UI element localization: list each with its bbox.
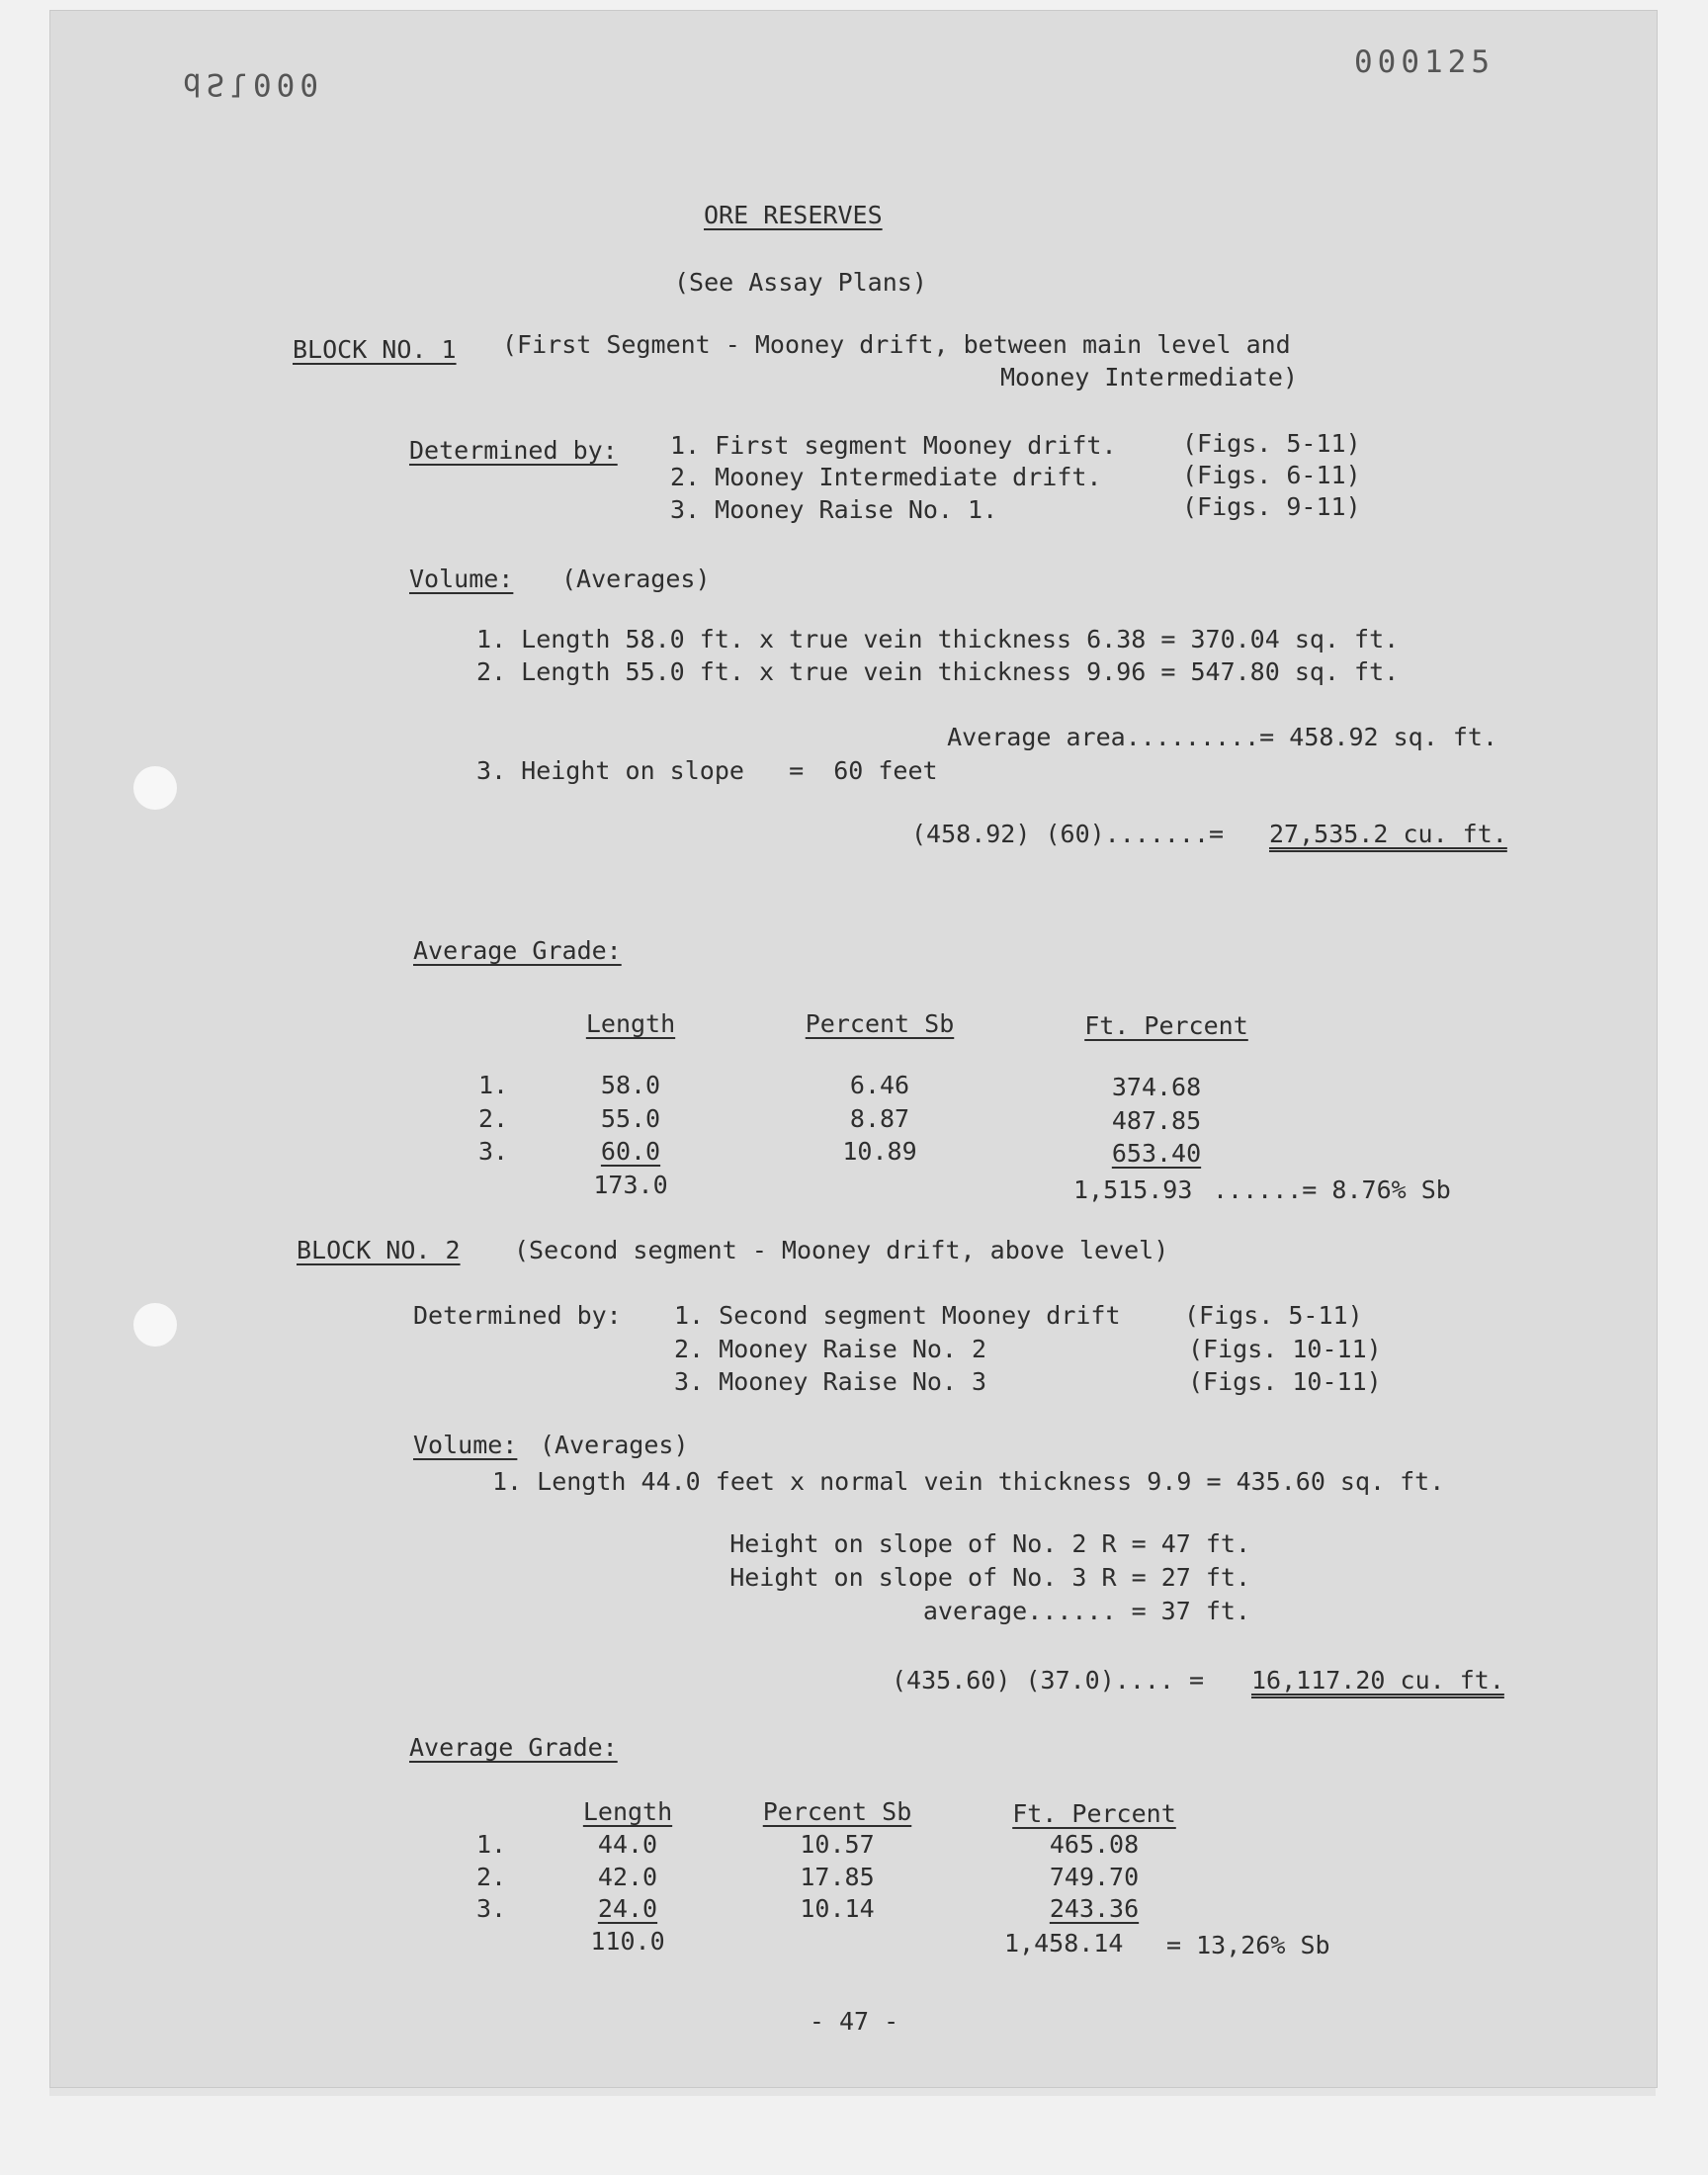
block1-row-index: 2. (478, 1104, 509, 1133)
block1-desc-line2: Mooney Intermediate) (1000, 363, 1299, 392)
block2-volume-calc: (435.60) (37.0).... = (892, 1666, 1205, 1695)
block1-total-ftpercent: 1,515.93 (1073, 1175, 1193, 1204)
block2-grade-label: Average Grade: (409, 1733, 618, 1762)
block1-average-area: Average area.........= 458.92 sq. ft. (947, 723, 1497, 751)
block2-height-average: average...... = 37 ft. (922, 1597, 1250, 1625)
block2-row-ftpercent: 243.36 (1049, 1894, 1140, 1923)
block1-determined-figs-2: (Figs. 6-11) (1182, 461, 1361, 489)
block2-row-length: 44.0 (597, 1830, 658, 1859)
block2-determined-figs-2: (Figs. 10-11) (1188, 1335, 1382, 1363)
block2-desc: (Second segment - Mooney drift, above level) (514, 1236, 1169, 1264)
block1-row-index: 1. (478, 1071, 509, 1099)
block1-determined-item-1: 1. First segment Mooney drift. (670, 431, 1117, 460)
block2-row-percent: 17.85 (800, 1863, 875, 1891)
block2-table-header-ftpercent: Ft. Percent (1012, 1799, 1176, 1828)
punch-hole-bottom (133, 1303, 177, 1347)
block1-determined-figs-1: (Figs. 5-11) (1182, 429, 1361, 458)
page-stamp-number: 000125 (1354, 44, 1494, 80)
block2-determined-figs-1: (Figs. 5-11) (1184, 1301, 1363, 1330)
block1-volume-line-2: 2. Length 55.0 ft. x true vein thickness 9.96 = 547.80 sq. ft. (476, 657, 1400, 686)
block2-row-ftpercent: 749.70 (1049, 1863, 1140, 1891)
block1-volume-label: Volume: (409, 565, 514, 593)
block1-row-percent: 6.46 (849, 1071, 910, 1099)
block1-volume-calc: (458.92) (60).......= (911, 820, 1225, 848)
block1-desc-line1: (First Segment - Mooney drift, between main level and (502, 330, 1291, 359)
block1-determined-figs-3: (Figs. 9-11) (1182, 492, 1361, 521)
block1-row-index: 3. (478, 1137, 509, 1166)
block2-row-index: 3. (476, 1894, 507, 1923)
block1-row-percent: 10.89 (842, 1137, 917, 1166)
page-subtitle: (See Assay Plans) (674, 268, 927, 297)
block1-table-header-length: Length (585, 1009, 676, 1038)
block2-table-header-percent: Percent Sb (762, 1797, 912, 1826)
page-footer-number: - 47 - (809, 2007, 899, 2036)
block1-height: 3. Height on slope = 60 feet (476, 756, 938, 785)
block2-row-percent: 10.57 (800, 1830, 875, 1859)
block2-height-line-1: Height on slope of No. 2 R = 47 ft. (729, 1529, 1250, 1558)
document-page (49, 10, 1658, 2088)
block2-volume-line: 1. Length 44.0 feet x normal vein thickness 9.9 = 435.60 sq. ft. (492, 1467, 1445, 1496)
block2-grade-result: = 13,26% Sb (1166, 1931, 1330, 1959)
block1-row-length: 60.0 (600, 1137, 661, 1166)
block2-label: BLOCK NO. 2 (297, 1236, 461, 1264)
block1-determined-item-2: 2. Mooney Intermediate drift. (670, 463, 1102, 491)
block2-row-length: 42.0 (597, 1863, 658, 1891)
block2-row-ftpercent: 465.08 (1049, 1830, 1140, 1859)
block1-table-header-ftpercent: Ft. Percent (1084, 1011, 1248, 1040)
block1-determined-item-3: 3. Mooney Raise No. 1. (670, 495, 998, 524)
page-shadow (49, 2088, 1656, 2096)
block1-volume-note: (Averages) (561, 565, 711, 593)
block2-table-header-length: Length (582, 1797, 673, 1826)
block1-determined-label: Determined by: (409, 436, 618, 465)
block2-determined-item-3: 3. Mooney Raise No. 3 (674, 1367, 987, 1396)
mirrored-page-stamp: dSl000 (183, 66, 323, 102)
block1-volume-line-1: 1. Length 58.0 ft. x true vein thickness 6.38 = 370.04 sq. ft. (476, 625, 1400, 653)
block2-volume-note: (Averages) (540, 1431, 689, 1459)
block2-height-line-2: Height on slope of No. 3 R = 27 ft. (729, 1563, 1250, 1592)
block2-determined-figs-3: (Figs. 10-11) (1188, 1367, 1382, 1396)
block2-determined-label: Determined by: (413, 1301, 622, 1330)
punch-hole-top (133, 766, 177, 810)
page-title: ORE RESERVES (704, 201, 883, 229)
block1-row-length: 58.0 (600, 1071, 661, 1099)
block2-volume-result: 16,117.20 cu. ft. (1251, 1666, 1504, 1695)
block1-row-ftpercent: 374.68 (1111, 1073, 1202, 1101)
block2-row-percent: 10.14 (800, 1894, 875, 1923)
block2-total-ftpercent: 1,458.14 (1004, 1929, 1124, 1958)
block1-row-ftpercent: 487.85 (1111, 1106, 1202, 1135)
block2-row-length: 24.0 (597, 1894, 658, 1923)
block1-total-length: 173.0 (593, 1171, 668, 1199)
block1-volume-result: 27,535.2 cu. ft. (1269, 820, 1507, 848)
block1-row-percent: 8.87 (849, 1104, 910, 1133)
block1-table-header-percent: Percent Sb (805, 1009, 955, 1038)
block2-row-index: 2. (476, 1863, 507, 1891)
block2-total-length: 110.0 (590, 1927, 665, 1956)
block2-determined-item-2: 2. Mooney Raise No. 2 (674, 1335, 987, 1363)
block2-row-index: 1. (476, 1830, 507, 1859)
block1-label: BLOCK NO. 1 (293, 335, 457, 364)
block1-grade-label: Average Grade: (413, 936, 622, 965)
block2-determined-item-1: 1. Second segment Mooney drift (674, 1301, 1121, 1330)
block1-row-length: 55.0 (600, 1104, 661, 1133)
block1-grade-result: ......= 8.76% Sb (1213, 1175, 1451, 1204)
block1-row-ftpercent: 653.40 (1111, 1139, 1202, 1168)
block2-volume-label: Volume: (413, 1431, 518, 1459)
